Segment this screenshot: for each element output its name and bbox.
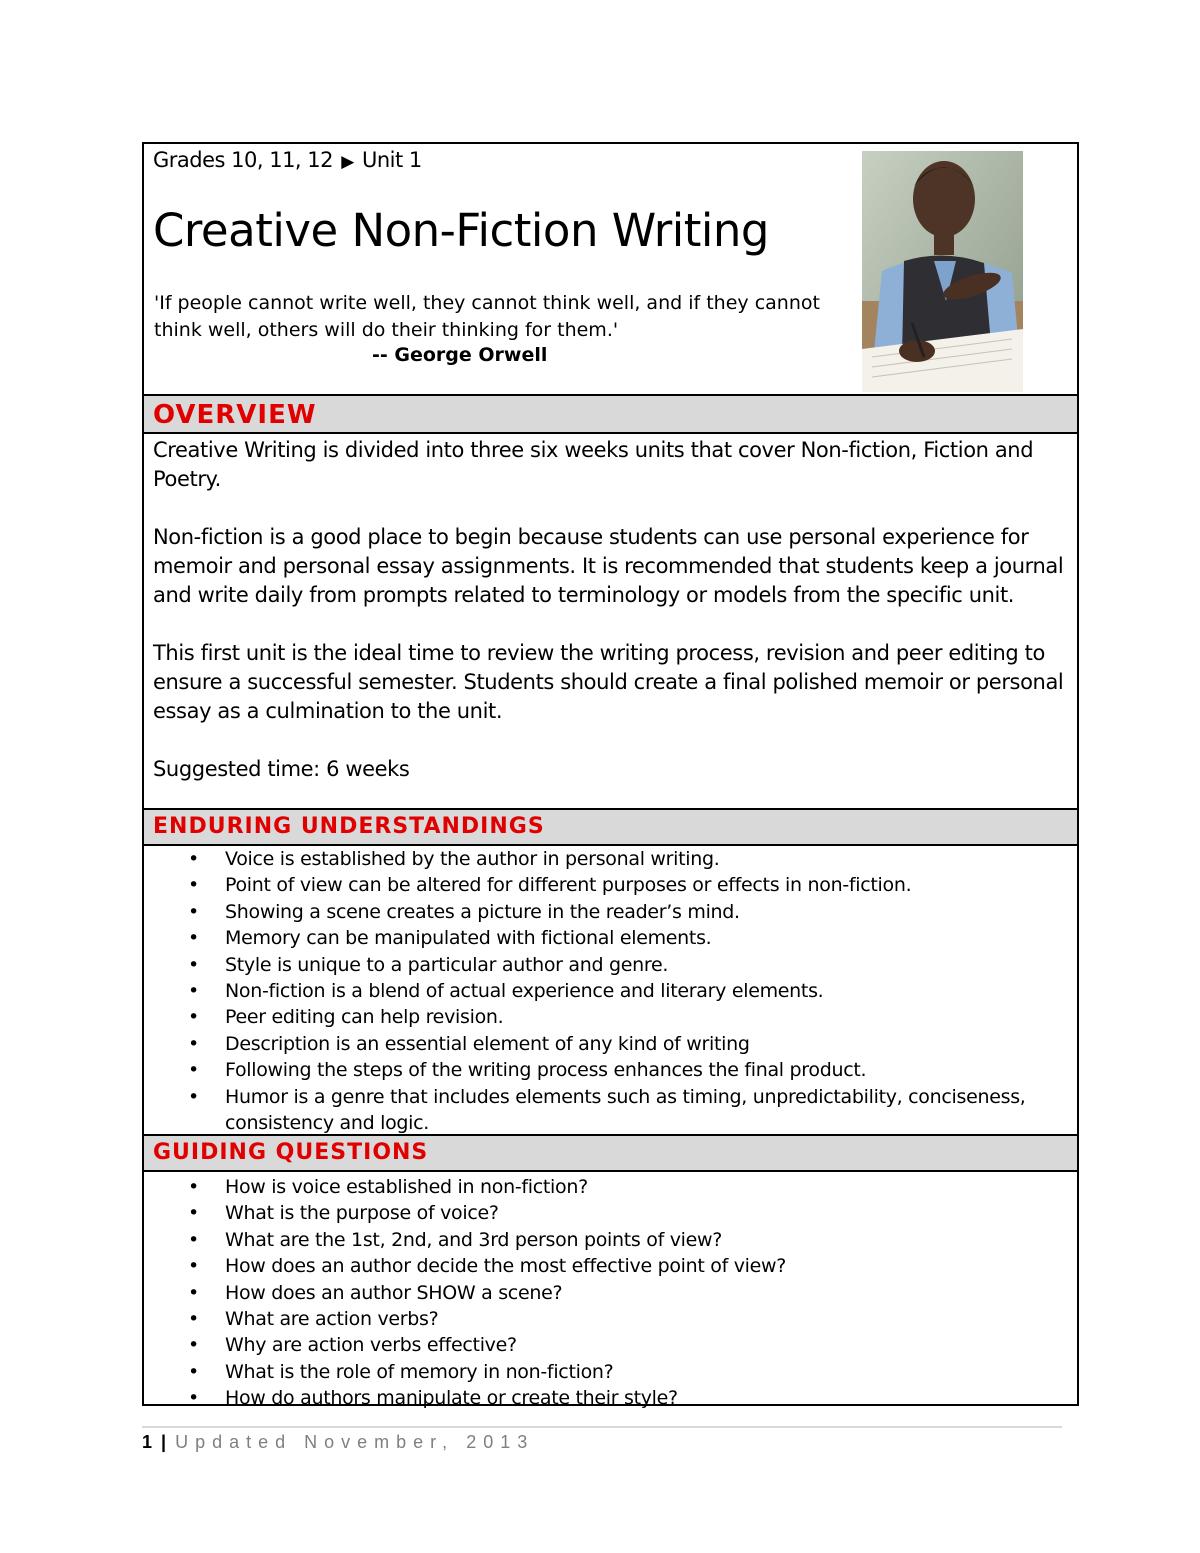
arrow-icon: ▶ <box>341 152 354 172</box>
list-item: • How does an author SHOW a scene? <box>144 1280 1064 1306</box>
overview-paragraph: Non-fiction is a good place to begin because students can use personal experience for memoir and personal essay assignments. It is recommended that students keep a journal and write daily from prompts related to terminology or models from the specific unit. <box>153 525 1064 607</box>
list-item: • How does an author decide the most effective point of view? <box>144 1253 1064 1279</box>
page-number: 1 <box>142 1432 153 1452</box>
overview-header <box>144 394 1077 434</box>
overview-paragraph: This first unit is the ideal time to review the writing process, revision and peer editing to ensure a successful semester. Students should create a final polished memoir or personal essay as a culmination to the unit. <box>153 641 1064 723</box>
list-item: • Non-fiction is a blend of actual experience and literary elements. <box>144 978 1064 1004</box>
list-item: • How is voice established in non-fiction? <box>144 1174 1064 1200</box>
suggested-time: Suggested time: 6 weeks <box>153 757 410 781</box>
list-item: • Voice is established by the author in personal writing. <box>144 846 1064 872</box>
enduring-header <box>144 808 1077 846</box>
list-item: • What is the role of memory in non-fiction? <box>144 1359 1064 1385</box>
list-item: • What is the purpose of voice? <box>144 1200 1064 1226</box>
list-item: • Peer editing can help revision. <box>144 1004 1064 1030</box>
page-title: Creative Non-Fiction Writing <box>153 204 769 257</box>
list-item: • How do authors manipulate or create their style? <box>144 1385 1064 1411</box>
grade-unit-line <box>153 148 422 172</box>
list-item: • What are action verbs? <box>144 1306 1064 1332</box>
quote-text: 'If people cannot write well, they cannot think well, and if they cannot think well, others will do their thinking for them.' <box>154 292 820 341</box>
overview-paragraph: Creative Writing is divided into three six weeks units that cover Non-fiction, Fiction and Poetry. <box>153 438 1034 491</box>
quote-attribution: -- George Orwell <box>372 344 548 366</box>
page-footer <box>142 1432 534 1453</box>
list-item: • Description is an essential element of any kind of writing <box>144 1031 1064 1057</box>
list-item: • What are the 1st, 2nd, and 3rd person points of view? <box>144 1227 1064 1253</box>
guiding-header <box>144 1134 1077 1172</box>
header-cell <box>144 144 1077 396</box>
guiding-heading: GUIDING QUESTIONS <box>153 1140 429 1165</box>
list-item: • Point of view can be altered for different purposes or effects in non-fiction. <box>144 872 1064 898</box>
overview-heading: OVERVIEW <box>153 400 317 430</box>
list-item: • Why are action verbs effective? <box>144 1332 1064 1358</box>
overview-body <box>153 436 1073 784</box>
student-writing-photo <box>862 151 1023 392</box>
unit-label: Unit 1 <box>361 148 422 172</box>
updated-date: Updated November, 2013 <box>175 1432 535 1452</box>
grades-label: Grades 10, 11, 12 <box>153 148 334 172</box>
list-item: • Style is unique to a particular author and genre. <box>144 952 1064 978</box>
list-item: • Following the steps of the writing process enhances the final product. <box>144 1057 1064 1083</box>
guiding-list <box>144 1174 1064 1412</box>
enduring-heading: ENDURING UNDERSTANDINGS <box>153 814 545 839</box>
footer-divider <box>142 1426 1062 1428</box>
list-item: • Showing a scene creates a picture in the reader’s mind. <box>144 899 1064 925</box>
footer-separator: | <box>161 1432 167 1452</box>
list-item: • Memory can be manipulated with fictional elements. <box>144 925 1064 951</box>
unit-document <box>142 142 1079 1410</box>
list-item: • Humor is a genre that includes elements such as timing, unpredictability, conciseness, consistency and logic. <box>144 1084 1064 1137</box>
enduring-list <box>144 846 1064 1136</box>
